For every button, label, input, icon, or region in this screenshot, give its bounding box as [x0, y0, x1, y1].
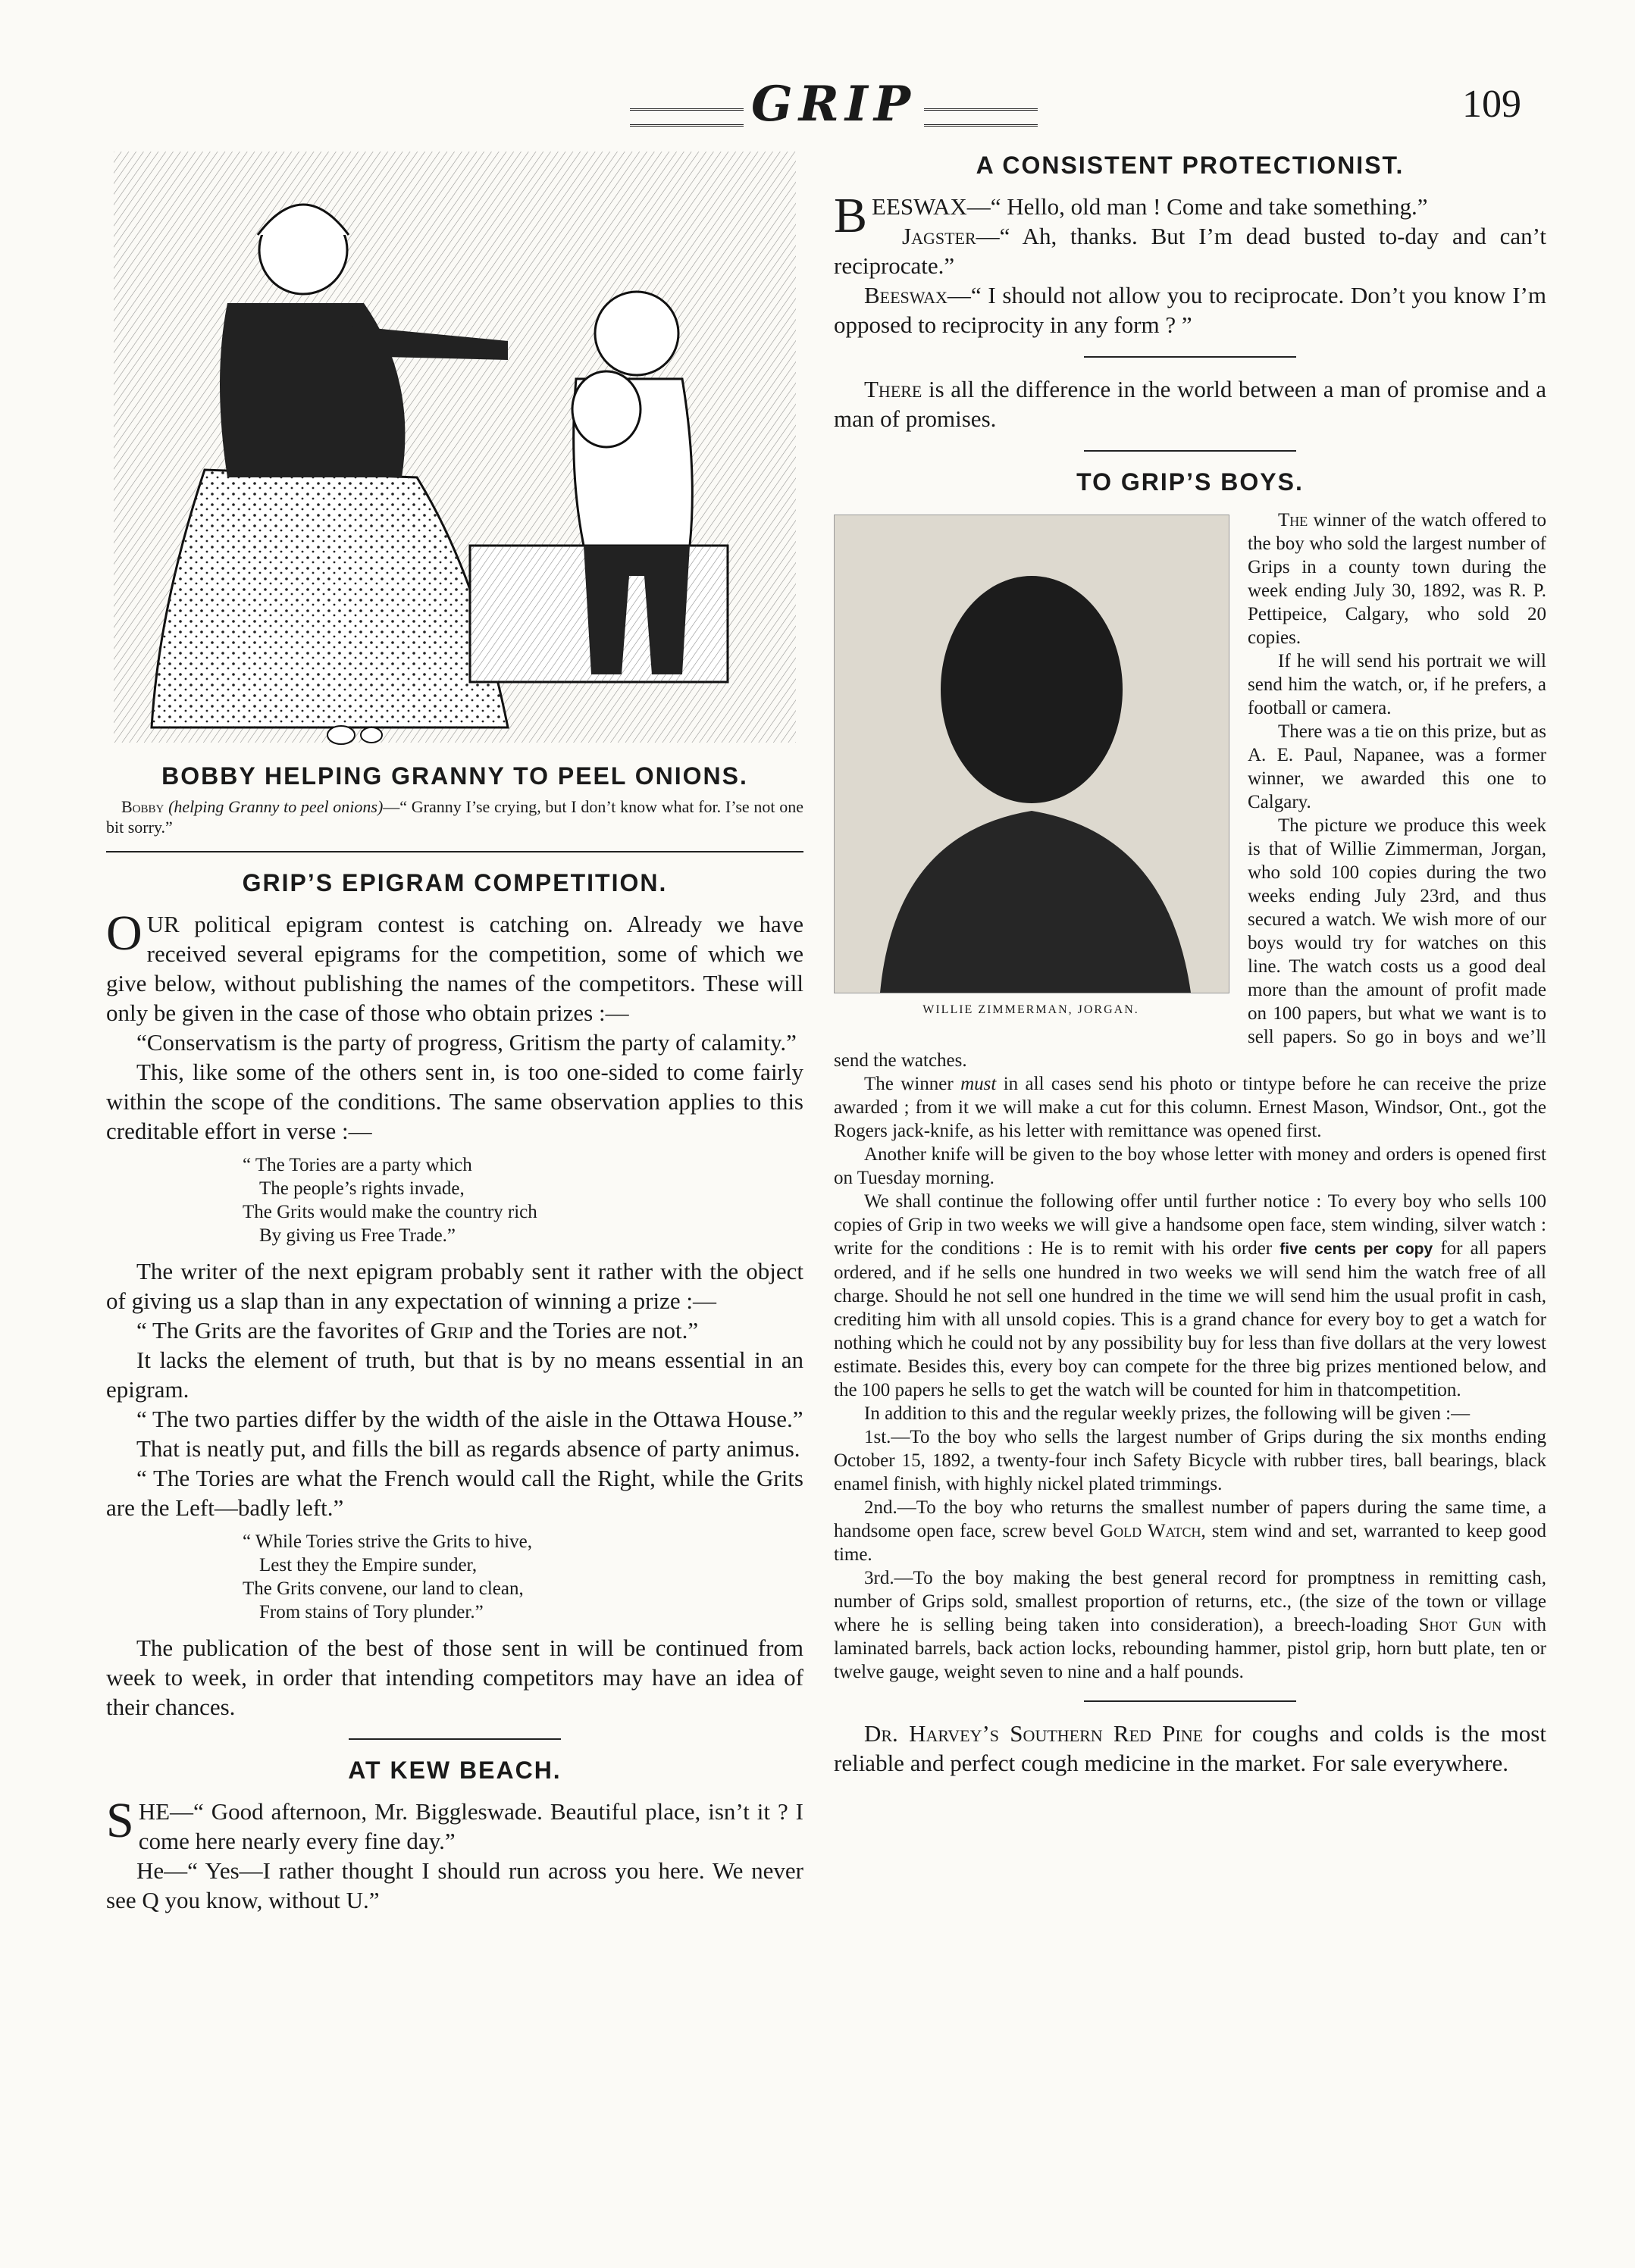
portrait-figure — [834, 515, 1228, 1021]
caption-text: —“ Granny I’se crying, but I don’t know what for. I’se not one bit sorry.” — [106, 797, 803, 837]
kew-p2: He—“ Yes—I rather thought I should run across you here. We never see Q you know, without U.” — [106, 1857, 803, 1913]
dropcap-s: S — [106, 1793, 134, 1848]
boys-p3: There was a tie on this prize, but as A. E. Paul, Napanee, was a former winner, we awarded this one to Calgary. — [1248, 721, 1546, 812]
right-column — [834, 152, 1546, 1778]
boys-p5-b: in all cases send his photo or tintype before he can receive the prize awarded ; from it we will make a cut for this column. Ernest Mason, Windsor, Ont., got the Rogers jack-knife, as his letter with remittance was opened first. — [834, 1074, 1546, 1141]
verse-line: “ The Tories are a party which — [243, 1155, 472, 1175]
protectionist-p3 — [834, 280, 1546, 339]
boys-p5 — [834, 1072, 1546, 1143]
verse-line: The Grits would make the country rich — [243, 1202, 537, 1222]
verse-line: By giving us Free Trade.” — [259, 1225, 456, 1246]
section-rule — [1084, 450, 1296, 452]
boys-p7-bold: five cents per copy — [1279, 1240, 1433, 1258]
right-ornament — [924, 108, 1038, 127]
epigram-p5 — [106, 1315, 803, 1345]
promise-text: is all the difference in the world between a man of promise and a man of promises. — [834, 376, 1546, 432]
epigram-p1 — [106, 906, 803, 1028]
prize2-sc: Gold Watch — [1100, 1521, 1201, 1541]
illustration-caption — [106, 796, 803, 837]
boys-p7-b: for all papers ordered, and if he sells one hundred in two weeks we will send him the watch free of all charge. Should he not sell one hundred in the time we will send him the usual profit in cash, crediting him with all unsold copies. This is a grand chance for every boy to get a watch for nothing which he could not by any possibility buy for less than five dollars at the very lowest estimate. Besides this, every boy can compete for the three big prizes mentioned below, and the 100 papers he sells to get the watch will be counted for him in thatcompetition. — [834, 1238, 1546, 1400]
speaker-beeswax: Beeswax — [864, 282, 947, 308]
protectionist-p1-text: EESWAX—“ Hello, old man ! Come and take something.” — [872, 193, 1428, 220]
boys-p1-lead: The — [1278, 510, 1308, 530]
page-number: 109 — [1462, 83, 1521, 126]
boys-p4: The picture we produce this week is that of Willie Zimmerman, Jorgan, who sold 100 copies during the two weeks ending July 23rd, and thus secured a watch. We wish more of our boys would try for watches on this line. The watch costs us a good deal more than the amount of profit made on 100 papers, but what we want is to sell papers. So go in boys and we’ll send the watches. — [834, 815, 1546, 1071]
speaker-jagster: Jagster — [902, 223, 976, 249]
portrait-image — [835, 515, 1229, 993]
prize3-a: 3rd.—To the boy making the best general record for promptness in remitting cash, number of Grips sold, smallest proportion of returns, etc., (the size of the town or village where he is selling being taken into consideration), a breech-loading — [834, 1568, 1546, 1635]
masthead-title: GRIP — [751, 76, 916, 133]
protectionist-article — [834, 188, 1546, 339]
epigram-p7: “ The two parties differ by the width of the aisle in the Ottawa House.” — [136, 1406, 803, 1432]
epigram-p5-b: and the Tories are not.” — [473, 1317, 699, 1344]
portrait-photo — [834, 515, 1229, 993]
advertisement — [834, 1719, 1546, 1778]
boys-p5-em: must — [960, 1074, 997, 1094]
prize2-a: 2nd.—To the boy who returns the smallest number of papers during the same time, a handsome open face, screw bevel — [834, 1497, 1546, 1541]
ad-text: for coughs and colds is the most reliable and perfect cough medicine in the market. For sale everywhere. — [834, 1720, 1546, 1776]
ad-lead: Dr. Harvey’s Southern Red Pine — [864, 1720, 1204, 1747]
epigram-p2: “Conservatism is the party of progress, Gritism the party of calamity.” — [136, 1029, 797, 1056]
verse-line: The Grits convene, our land to clean, — [243, 1578, 524, 1599]
prize2-b: , stem wind and set, warranted to keep good time. — [834, 1521, 1546, 1565]
section-rule — [1084, 1700, 1296, 1702]
boys-p5-a: The winner — [864, 1074, 961, 1094]
kew-title: AT KEW BEACH. — [348, 1757, 562, 1784]
verse-line: The people’s rights invade, — [259, 1178, 465, 1199]
verse-one — [243, 1153, 803, 1247]
dropcap-b: B — [834, 188, 868, 243]
left-ornament — [630, 108, 744, 127]
left-column — [106, 152, 803, 1915]
verse-line: From stains of Tory plunder.” — [259, 1602, 484, 1622]
illustration-title: BOBBY HELPING GRANNY TO PEEL ONIONS. — [161, 762, 748, 790]
epigram-p9: “ The Tories are what the French would call the Right, while the Grits are the Left—badly left.” — [106, 1465, 803, 1521]
prize3-b: with laminated barrels, back action locks, rebounding hammer, pistol grip, horn butt plate, ten or twelve gauge, weight seven to nine and a half pounds. — [834, 1615, 1547, 1682]
protectionist-p3-text: —“ I should not allow you to reciprocate. Don’t you know I’m opposed to reciprocity in any form ? ” — [834, 282, 1546, 338]
epigram-p3: This, like some of the others sent in, is too one-sided to come fairly within the scope of the conditions. The same observation applies to this creditable effort in verse :— — [106, 1059, 803, 1144]
epigram-p1-text: UR political epigram contest is catching on. Already we have received several epigrams for the competition, some of which we give below, without publishing the names of the competitors. These will only be given in the case of those who obtain prizes :— — [106, 911, 803, 1026]
boys-p8: In addition to this and the regular weekly prizes, the following will be given :— — [864, 1403, 1471, 1424]
epigram-title: GRIP’S EPIGRAM COMPETITION. — [242, 869, 668, 896]
granny-bobby-drawing — [114, 152, 796, 758]
boys-p7-a: We shall continue the following offer until further notice : To every boy who sells 100 copies of Grip in two weeks we will give a handsome open face, stem winding, silver watch : write for the conditions : He is to remit with his order — [834, 1191, 1546, 1259]
boys-p1-text: winner of the watch offered to the boy who sold the largest number of Grips in a county town during the week ending July 30, 1892, was R. P. Pettipeice, Calgary, who sold 20 copies. — [1248, 510, 1546, 648]
grip-name: Grip — [430, 1317, 474, 1344]
prize-second — [834, 1496, 1546, 1566]
section-rule — [1084, 356, 1296, 358]
masthead-bar — [591, 76, 1076, 133]
boys-title: TO GRIP’S BOYS. — [1076, 468, 1304, 496]
verse-line: Lest they the Empire sunder, — [259, 1555, 478, 1575]
promise-paragraph — [834, 374, 1546, 433]
epigram-article — [106, 906, 803, 1722]
prize-first: 1st.—To the boy who sells the largest number of Grips during the six months ending October 15, 1892, a twenty-four inch Safety Bicycle with rubber tires, ball bearings, black enamel finish, with highly nickel plated trimmings. — [834, 1427, 1546, 1494]
prize-third — [834, 1566, 1546, 1684]
boys-article — [834, 508, 1546, 1684]
caption-stage: (helping Granny to peel onions) — [168, 797, 384, 816]
epigram-p6: It lacks the element of truth, but that is by no means essential in an epigram. — [106, 1347, 803, 1403]
kew-p1 — [106, 1793, 803, 1856]
epigram-p10: The publication of the best of those sent in will be continued from week to week, in order that intending competitors may have an idea of their chances. — [106, 1635, 803, 1720]
protectionist-p2-text: —“ Ah, thanks. But I’m dead busted to-day and can’t reciprocate.” — [834, 223, 1546, 279]
protectionist-title: A CONSISTENT PROTECTIONIST. — [976, 152, 1405, 179]
prize3-sc: Shot Gun — [1418, 1615, 1502, 1635]
epigram-p5-a: “ The Grits are the favorites of — [136, 1317, 431, 1344]
boys-p2: If he will send his portrait we will send him the watch, or, if he prefers, a football or camera. — [1248, 651, 1546, 718]
verse-line: “ While Tories strive the Grits to hive, — [243, 1531, 532, 1552]
protectionist-p2 — [834, 221, 1546, 280]
epigram-p4: The writer of the next epigram probably sent it rather with the object of giving us a slap than in any expectation of winning a prize :— — [106, 1258, 803, 1314]
boys-p6: Another knife will be given to the boy whose letter with money and orders is opened first on Tuesday morning. — [834, 1144, 1546, 1188]
kew-p1-text: HE—“ Good afternoon, Mr. Biggleswade. Beautiful place, isn’t it ? I come here nearly every fine day.” — [138, 1798, 803, 1854]
caption-speaker: Bobby — [121, 797, 164, 816]
dropcap-o: O — [106, 906, 143, 961]
section-rule — [349, 1738, 561, 1740]
promise-lead: There — [864, 376, 922, 402]
portrait-caption: WILLIE ZIMMERMAN, JORGAN. — [922, 1003, 1139, 1016]
epigram-p8: That is neatly put, and fills the bill as regards absence of party animus. — [136, 1435, 800, 1462]
section-rule — [106, 851, 803, 852]
boys-p7 — [834, 1190, 1546, 1402]
granny-illustration — [114, 152, 796, 758]
verse-two — [243, 1530, 803, 1624]
kew-article — [106, 1793, 803, 1915]
